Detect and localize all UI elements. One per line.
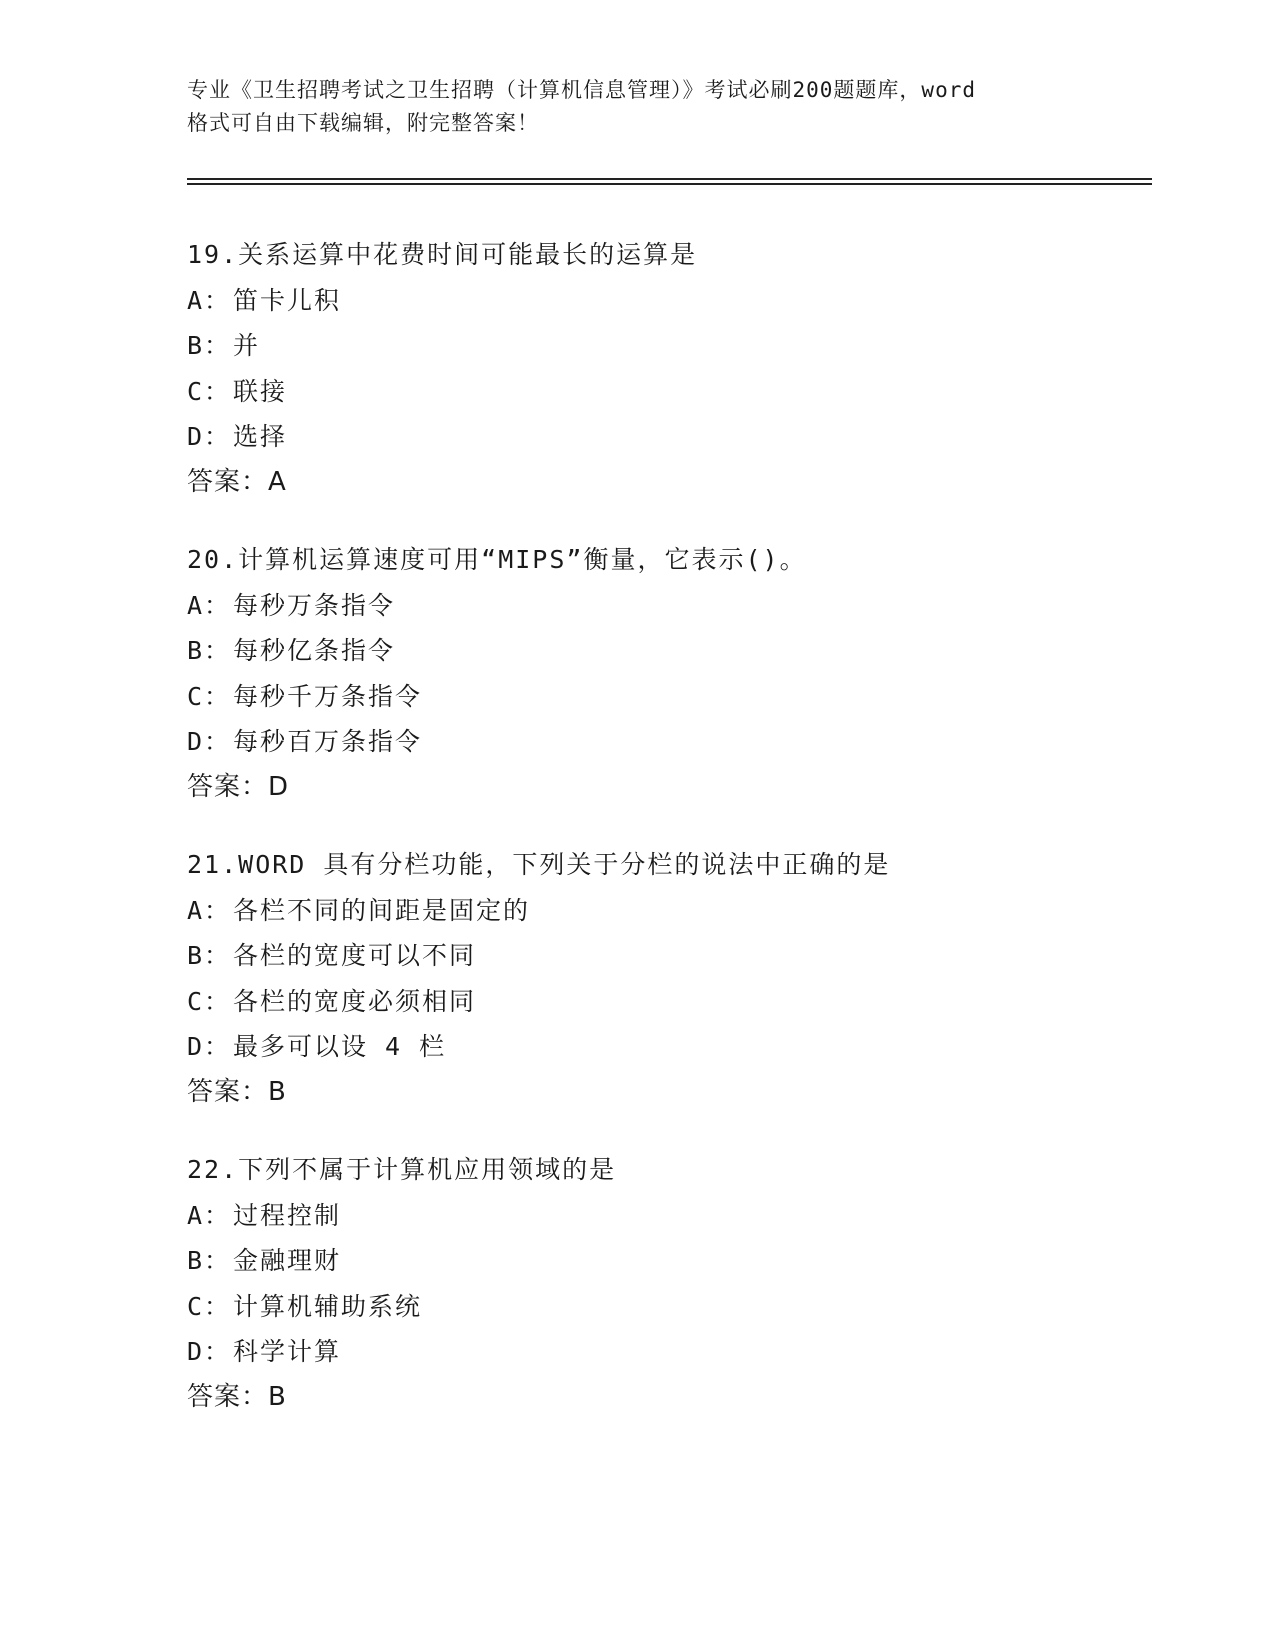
header-divider-top (187, 178, 1152, 180)
option-a (187, 583, 1147, 629)
option-c (187, 1284, 1147, 1330)
header-line-2: 格式可自由下载编辑，附完整答案！ (187, 111, 539, 135)
option-text: 每秒万条指令 (233, 590, 396, 620)
option-d (187, 414, 1147, 460)
option-text: 每秒千万条指令 (233, 681, 423, 711)
question-21 (187, 842, 1147, 1115)
option-key: C： (187, 986, 232, 1016)
option-b (187, 323, 1147, 369)
answer-line: 答案：D (187, 771, 290, 802)
option-b (187, 1238, 1147, 1284)
header-divider-bottom (187, 183, 1152, 185)
option-c (187, 369, 1147, 415)
option-key: C： (187, 376, 232, 406)
option-text: 金融理财 (233, 1246, 342, 1275)
option-text: 各栏不同的间距是固定的 (233, 895, 531, 925)
option-key: B： (187, 941, 232, 970)
question-title: 21.WORD 具有分栏功能，下列关于分栏的说法中正确的是 (187, 850, 891, 879)
option-a (187, 888, 1147, 934)
option-key: B： (187, 636, 232, 665)
option-c (187, 674, 1147, 720)
option-text: 选择 (233, 422, 288, 451)
option-c (187, 979, 1147, 1025)
option-a (187, 1193, 1147, 1239)
question-22 (187, 1147, 1147, 1420)
option-text: 每秒亿条指令 (233, 636, 396, 665)
option-key: C： (187, 681, 232, 711)
option-text: 各栏的宽度可以不同 (233, 941, 477, 970)
option-key: B： (187, 331, 232, 360)
question-20 (187, 537, 1147, 810)
option-text: 最多可以设 4 栏 (233, 1032, 447, 1061)
option-key: D： (187, 422, 232, 451)
option-key: D： (187, 1032, 232, 1061)
option-key: A： (187, 285, 232, 315)
question-title: 19.关系运算中花费时间可能最长的运算是 (187, 240, 698, 269)
option-text: 过程控制 (233, 1200, 342, 1230)
option-key: A： (187, 895, 232, 925)
option-text: 科学计算 (233, 1337, 342, 1366)
answer-line: 答案：B (187, 1076, 287, 1107)
option-key: A： (187, 1200, 232, 1230)
option-a (187, 278, 1147, 324)
option-d (187, 719, 1147, 765)
question-19 (187, 232, 1147, 505)
option-key: B： (187, 1246, 232, 1275)
option-b (187, 933, 1147, 979)
option-key: D： (187, 1337, 232, 1366)
option-text: 并 (233, 331, 261, 360)
option-d (187, 1024, 1147, 1070)
option-key: A： (187, 590, 232, 620)
option-text: 每秒百万条指令 (233, 727, 423, 756)
option-b (187, 628, 1147, 674)
option-d (187, 1329, 1147, 1375)
answer-line: 答案：B (187, 1381, 287, 1412)
option-text: 联接 (233, 376, 288, 406)
header-line-1: 专业《卫生招聘考试之卫生招聘（计算机信息管理）》考试必刷200题题库，word (187, 78, 976, 102)
option-text: 各栏的宽度必须相同 (233, 986, 477, 1016)
option-text: 笛卡儿积 (233, 285, 342, 315)
option-key: D： (187, 727, 232, 756)
question-title: 22.下列不属于计算机应用领域的是 (187, 1155, 617, 1184)
option-text: 计算机辅助系统 (233, 1291, 423, 1321)
answer-line: 答案：A (187, 466, 287, 497)
option-key: C： (187, 1291, 232, 1321)
question-title: 20.计算机运算速度可用“MIPS”衡量，它表示()。 (187, 545, 807, 574)
document-header (187, 74, 1097, 140)
